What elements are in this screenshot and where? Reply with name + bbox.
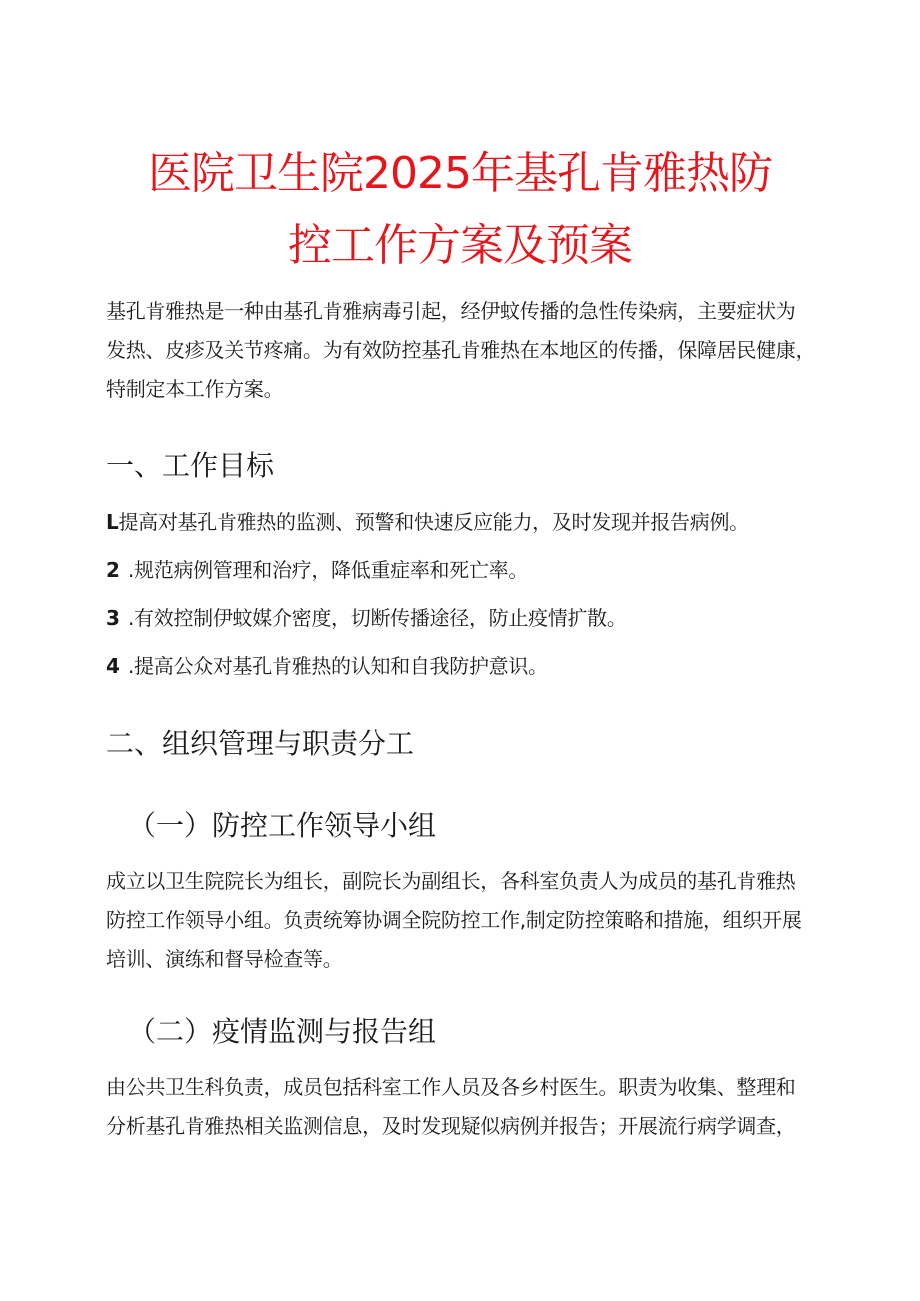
- goal-item-text: .规范病例管理和治疗，降低重症率和死亡率。: [128, 558, 529, 582]
- intro-paragraph: [106, 292, 826, 409]
- paragraph-line: 由公共卫生科负责，成员包括科室工作人员及各乡村医生。职责为收集、整理和: [106, 1075, 796, 1099]
- intro-line: 特制定本工作方案。: [106, 377, 284, 401]
- subsection-1-heading: （一）防控工作领导小组: [128, 809, 437, 842]
- intro-line: 基孔肯雅热是一种由基孔肯雅病毒引起，经伊蚊传播的急性传染病，主要症状为: [106, 299, 796, 323]
- goal-item-number: 3: [106, 606, 120, 630]
- subsection-2-heading: （二）疫情监测与报告组: [128, 1015, 437, 1048]
- paragraph-line: 防控工作领导小组。负责统筹协调全院防控工作,制定防控策略和措施，组织开展: [106, 908, 802, 932]
- document-title-line-1: 医院卫生院2025年基孔肯雅热防: [148, 148, 772, 199]
- section-2-heading: 二、组织管理与职责分工: [106, 727, 415, 760]
- goal-item: [106, 603, 627, 633]
- paragraph-line: 培训、演练和督导检查等。: [106, 947, 343, 971]
- goal-item-text: .提高公众对基孔肯雅热的认知和自我防护意识。: [128, 654, 548, 678]
- goal-item-text: .有效控制伊蚊媒介密度，切断传播途径，防止疫情扩散。: [128, 606, 627, 630]
- document-title-line-2: 控工作方案及预案: [288, 220, 632, 271]
- goal-item-number: L: [106, 510, 119, 534]
- goal-item: [106, 555, 528, 585]
- subsection-2-paragraph: [106, 1068, 826, 1146]
- subsection-1-paragraph: [106, 862, 826, 979]
- goal-item: [106, 507, 749, 537]
- paragraph-line: 成立以卫生院院长为组长，副院长为副组长，各科室负责人为成员的基孔肯雅热: [106, 869, 796, 893]
- goal-item-text: 提高对基孔肯雅热的监测、预警和快速反应能力，及时发现并报告病例。: [118, 510, 749, 534]
- paragraph-line: 分析基孔肯雅热相关监测信息，及时发现疑似病例并报告；开展流行病学调查，: [106, 1114, 796, 1138]
- goal-item-number: 2: [106, 558, 120, 582]
- goal-item: [106, 651, 548, 681]
- section-1-heading: 一、工作目标: [106, 449, 275, 482]
- intro-line: 发热、皮疹及关节疼痛。为有效防控基孔肯雅热在本地区的传播，保障居民健康，: [106, 338, 816, 362]
- goal-item-number: 4: [106, 654, 120, 678]
